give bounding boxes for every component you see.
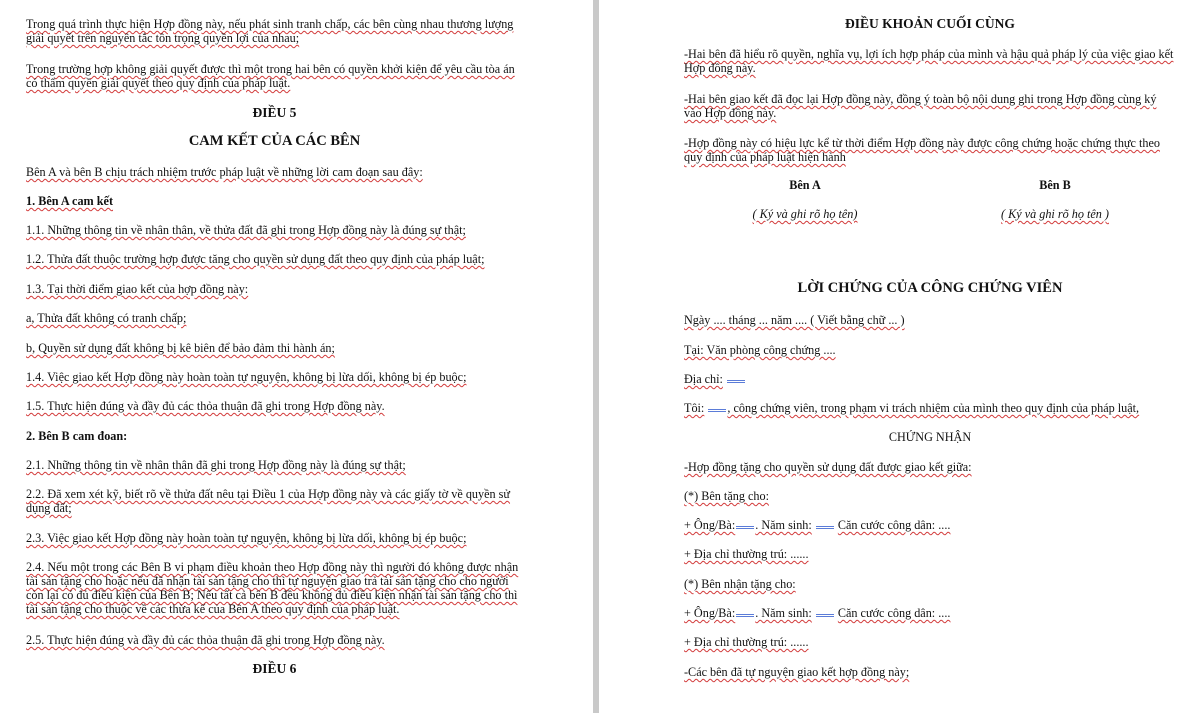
paragraph-dispute-negotiation[interactable]: Trong quá trình thực hiện Hợp đồng này, nếu phát sinh tranh chấp, các bên cùng nhau thương lượng giải quyết trên nguyên tắc tôn trọng quyền lợi của nhau; [26,17,514,45]
article-5-heading[interactable]: ĐIỀU 5 [252,105,297,120]
clause-1-1[interactable]: 1.1. Những thông tin về nhân thân, về thửa đất đã ghi trong Hợp đồng này là đúng sự thật; [26,223,466,237]
donor-address-line[interactable]: + Địa chỉ thường trú: ...... [684,547,809,561]
donor-birth-label: . Năm sinh: [755,518,812,532]
notary-attestation-title[interactable]: LỜI CHỨNG CỦA CÔNG CHỨNG VIÊN [797,280,1063,296]
recipient-person-line[interactable] [684,606,1176,620]
recipient-id-label: Căn cước công dân: .... [837,606,951,620]
clause-1-3[interactable]: 1.3. Tại thời điểm giao kết của hợp đồng này: [26,282,249,296]
recipient-birth-label: . Năm sinh: [755,606,812,620]
notary-toi-label: Tôi: [684,401,705,415]
notary-address-line[interactable] [684,372,1176,386]
notary-place-line[interactable]: Tại: Văn phòng công chứng .... [684,343,836,357]
party-b-commitment-heading[interactable]: 2. Bên B cam đoan: [26,429,128,443]
donor-name-label: + Ông/Bà: [684,518,736,532]
party-a-sign-instruction[interactable] [706,207,904,221]
clause-2-5[interactable]: 2.5. Thực hiện đúng và đầy đủ các thỏa thuận đã ghi trong Hợp đồng này. [26,633,385,647]
party-a-sign-instruction-text: ( Ký và ghi rõ họ tên) [752,207,858,221]
clause-1-5[interactable]: 1.5. Thực hiện đúng và đầy đủ các thỏa thuận đã ghi trong Hợp đồng này. [26,399,385,413]
donor-name-blank[interactable] [736,518,754,529]
donor-birth-blank[interactable] [816,518,834,529]
clause-2-2[interactable]: 2.2. Đã xem xét kỹ, biết rõ về thửa đất nêu tại Điều 1 của Hợp đồng này và các giấy tờ về quyền sử dụng đất; [26,487,511,515]
clause-2-3[interactable]: 2.3. Việc giao kết Hợp đồng này hoàn toàn tự nguyện, không bị lừa dối, không bị ép buộc; [26,531,467,545]
final-term-2[interactable]: -Hai bên giao kết đã đọc lại Hợp đồng này, đồng ý toàn bộ nội dung ghi trong Hợp đồng cùng ký vào Hợp đồng này. [684,92,1157,120]
recipient-name-blank[interactable] [736,606,754,617]
final-terms-heading[interactable]: ĐIỀU KHOẢN CUỐI CÙNG [845,16,1015,31]
clause-1-3-a[interactable]: a, Thửa đất không có tranh chấp; [26,311,187,325]
parties-voluntary-line[interactable]: -Các bên đã tự nguyện giao kết hợp đồng này; [684,665,910,679]
party-b-sign-instruction-text: ( Ký và ghi rõ họ tên ) [1001,207,1109,221]
donor-person-line[interactable] [684,518,1176,532]
party-b-sign-instruction[interactable] [956,207,1154,221]
notary-address-label: Địa chỉ: [684,372,723,386]
article-6-heading[interactable]: ĐIỀU 6 [252,661,297,676]
document-page-left [0,0,593,713]
paragraph-dispute-court[interactable]: Trong trường hợp không giải quyết được thì một trong hai bên có quyền khởi kiện để yêu cầu tòa án có thẩm quyền giải quyết theo quy định của pháp luật. [26,62,515,90]
commitment-intro[interactable]: Bên A và bên B chịu trách nhiệm trước pháp luật về những lời cam đoạn sau đây: [26,165,423,179]
certify-contract-parties[interactable]: -Hợp đồng tặng cho quyền sử dụng đất được giao kết giữa: [684,460,972,474]
donor-label[interactable]: (*) Bên tặng cho: [684,489,769,503]
notary-date-line[interactable]: Ngày .... tháng ... năm .... ( Viết bằng chữ ... ) [684,313,905,327]
certify-heading[interactable]: CHỨNG NHẬN [888,430,972,444]
clause-2-1[interactable]: 2.1. Những thông tin về nhân thân đã ghi trong Hợp đồng này là đúng sự thật; [26,458,406,472]
recipient-address-line[interactable]: + Địa chỉ thường trú: ...... [684,635,809,649]
recipient-label[interactable]: (*) Bên nhận tặng cho: [684,577,796,591]
party-a-signature-label[interactable]: Bên A [789,178,821,192]
recipient-birth-blank[interactable] [816,606,834,617]
notary-name-blank-field[interactable] [708,401,726,412]
article-5-title[interactable]: CAM KẾT CỦA CÁC BÊN [188,133,361,149]
party-a-commitment-heading[interactable] [26,194,523,208]
clause-1-2[interactable]: 1.2. Thửa đất thuộc trường hợp được tăng cho quyền sử dụng đất theo quy định của pháp luật; [26,252,485,266]
address-blank-field[interactable] [727,372,745,383]
final-term-1[interactable]: -Hai bên đã hiểu rõ quyền, nghĩa vụ, lợi ích hợp pháp của mình và hậu quả pháp lý của việc giao kết Hợp đồng này. [684,47,1174,75]
notary-statement-text: , công chứng viên, trong phạm vi trách nhiệm của mình theo quy định của pháp luật, [727,401,1140,415]
clause-1-3-b[interactable]: b, Quyền sử dụng đất không bị kê biên để bảo đảm thi hành án; [26,341,335,355]
document-page-right [599,0,1190,713]
final-term-3[interactable]: -Hợp đồng này có hiệu lực kể từ thời điểm Hợp đồng này được công chứng hoặc chứng thực theo quy định của pháp luật hiện hành [684,136,1160,164]
party-a-commitment-heading-text: 1. Bên A cam kết [26,194,114,208]
party-b-signature-label[interactable]: Bên B [1039,178,1071,192]
notary-statement-line[interactable] [684,401,1176,415]
recipient-name-label: + Ông/Bà: [684,606,736,620]
clause-1-4[interactable]: 1.4. Việc giao kết Hợp đồng này hoàn toàn tự nguyện, không bị lừa dối, không bị ép buộc; [26,370,467,384]
donor-id-label: Căn cước công dân: .... [837,518,951,532]
clause-2-4[interactable]: 2.4. Nếu một trong các Bên B vi phạm điều khoản theo Hợp đồng này thì người đó không được nhận tài sản tặng cho hoặc nếu đã nhận tài sản tặng cho thì tự nguyện giao trả tài sản tặng cho cho người còn lại có đủ điều kiện của Bên B; Nếu tất cả bên B đều không đủ điều kiện nhận tài sản tặng cho thì tài sản tặng cho thuộc về các thừa kế của Bên A theo quy định của pháp luật. [26,560,519,616]
